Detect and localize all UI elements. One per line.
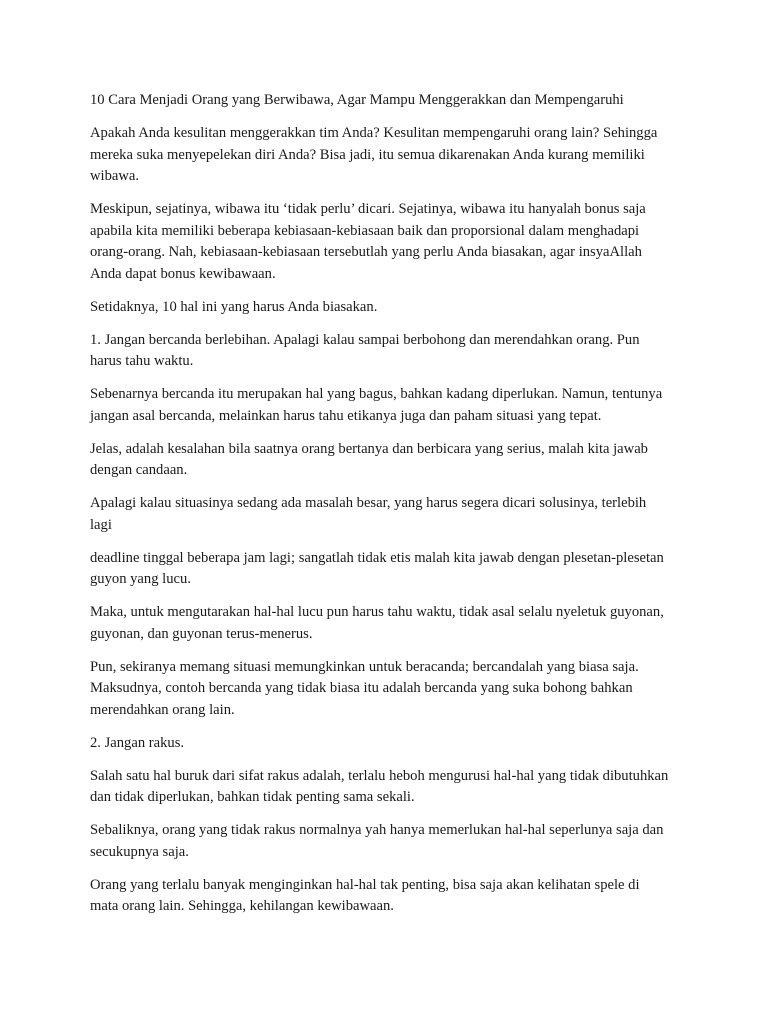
list-heading-1: 1. Jangan bercanda berlebihan. Apalagi kalau sampai berbohong dan merendahkan orang. Pun harus tahu waktu. <box>90 331 640 369</box>
list-heading-2: 2. Jangan rakus. <box>90 734 185 751</box>
document-title: 10 Cara Menjadi Orang yang Berwibawa, Agar Mampu Menggerakkan dan Mempengaruhi <box>90 92 624 108</box>
paragraph: Sebaliknya, orang yang tidak rakus normalnya yah hanya memerlukan hal-hal seperlunya saja dan secukupnya saja. <box>90 822 664 860</box>
paragraph: Setidaknya, 10 hal ini yang harus Anda biasakan. <box>90 298 378 315</box>
paragraph: Jelas, adalah kesalahan bila saatnya orang bertanya dan berbicara yang serius, malah kita jawab dengan candaan. <box>90 440 648 478</box>
paragraph-intro: Apakah Anda kesulitan menggerakkan tim Anda? Kesulitan mempengaruhi orang lain? Sehingga mereka suka menyepelekan diri Anda? Bisa jadi, itu semua dikarenakan Anda kurang memiliki wibawa. <box>90 125 658 184</box>
paragraph: deadline tinggal beberapa jam lagi; sangatlah tidak etis malah kita jawab dengan plesetan-plesetan guyon yang lucu. <box>90 549 664 587</box>
paragraph: Meskipun, sejatinya, wibawa itu ‘tidak perlu’ dicari. Sejatinya, wibawa itu hanyalah bonus saja apabila kita memiliki beberapa kebiasaan-kebiasaan baik dan proporsional dalam menghadapi orang-orang. Nah, kebiasaan-kebiasaan tersebutlah yang perlu Anda biasakan, agar insyaAllah Anda dapat bonus kewibawaan. <box>90 201 646 282</box>
paragraph: Sebenarnya bercanda itu merupakan hal yang bagus, bahkan kadang diperlukan. Namun, tentunya jangan asal bercanda, melainkan harus tahu etikanya juga dan paham situasi yang tepat. <box>90 386 663 424</box>
paragraph: Apalagi kalau situasinya sedang ada masalah besar, yang harus segera dicari solusinya, terlebih lagi <box>90 495 647 533</box>
paragraph: Salah satu hal buruk dari sifat rakus adalah, terlalu heboh mengurusi hal-hal yang tidak dibutuhkan dan tidak diperlukan, bahkan tidak penting sama sekali. <box>90 767 669 805</box>
paragraph: Orang yang terlalu banyak menginginkan hal-hal tak penting, bisa saja akan kelihatan spele di mata orang lain. Sehingga, kehilangan kewibawaan. <box>90 876 640 914</box>
document-body <box>90 90 670 929</box>
paragraph: Maka, untuk mengutarakan hal-hal lucu pun harus tahu waktu, tidak asal selalu nyeletuk guyonan, guyonan, dan guyonan terus-menerus. <box>90 604 664 642</box>
paragraph: Pun, sekiranya memang situasi memungkinkan untuk beracanda; bercandalah yang biasa saja. Maksudnya, contoh bercanda yang tidak biasa itu adalah bercanda yang suka bohong bahkan merendahkan orang lain. <box>90 658 639 718</box>
